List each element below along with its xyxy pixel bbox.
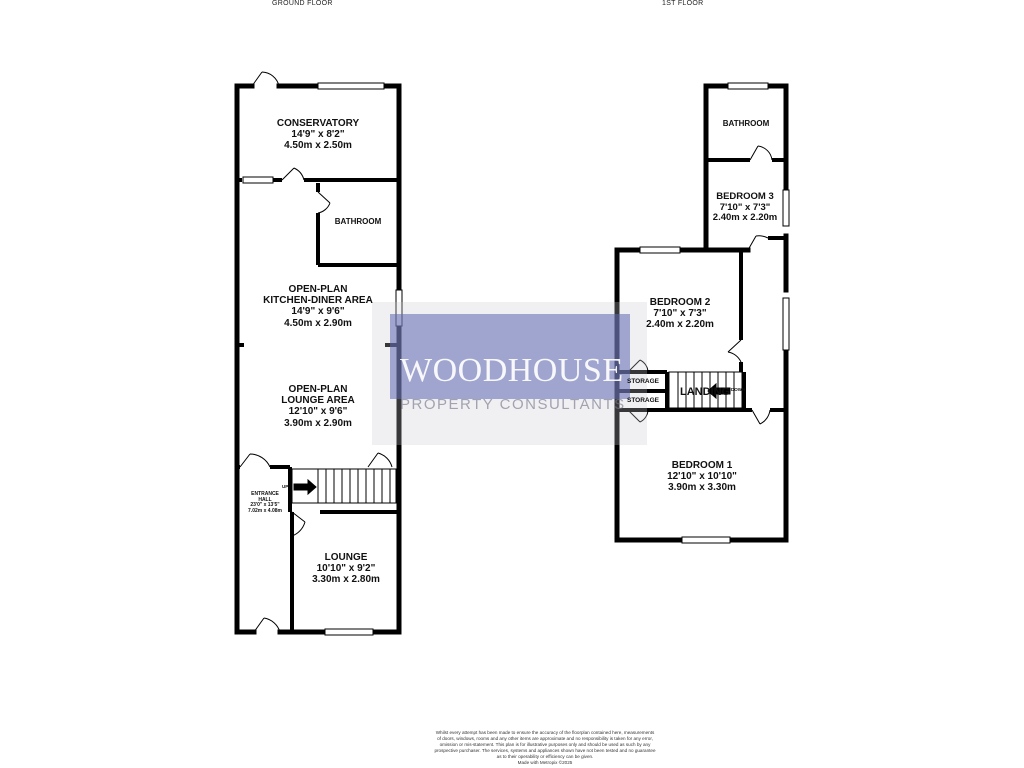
disclaimer-line: Whilst every attempt has been made to ensure the accuracy of the floorplan contained here, measurements (435, 730, 655, 735)
room-entrance-hall (240, 492, 290, 514)
stairs-down-label: DOWN (731, 387, 746, 392)
watermark-title: WOODHOUSE (400, 352, 624, 389)
room-name-line1: ENTRANCE (251, 491, 279, 497)
room-metric: 3.30m x 2.80m (312, 574, 380, 586)
room-name: BEDROOM 3 (716, 191, 774, 202)
ground-floor-stairs (292, 469, 396, 503)
room-metric: 2.40m x 2.20m (646, 319, 714, 331)
room-metric: 2.40m x 2.20m (712, 212, 778, 224)
room-metric: 4.50m x 2.50m (284, 140, 352, 152)
room-lounge (300, 552, 392, 586)
disclaimer-line: of doors, windows, rooms and any other items are approximate and no responsibility is taken for any error, (437, 735, 653, 741)
room-bedroom2 (636, 297, 724, 331)
room-landing: LANDING (680, 386, 731, 398)
room-metric: 3.90m x 3.30m (668, 482, 736, 494)
room-metric: 3.90m x 2.90m (284, 417, 352, 429)
room-name: BATHROOM (334, 217, 382, 226)
woodhouse-watermark (372, 302, 647, 445)
room-bathroom-ground (328, 218, 388, 227)
room-storage-1 (620, 378, 666, 385)
watermark-subtitle: PROPERTY CONSULTANTS (400, 396, 626, 413)
room-bathroom-first (716, 120, 776, 129)
room-name: CONSERVATORY (276, 118, 360, 129)
disclaimer-line: omission or mis-statement. This plan is for illustrative purposes only and should be used as such by any (439, 741, 651, 747)
room-imperial: 7'10" x 7'3" (719, 201, 771, 213)
disclaimer-line: prospective purchaser. The services, systems and appliances shown have not been tested and no guarantee (434, 747, 656, 753)
room-metric: 4.50m x 2.90m (284, 317, 352, 329)
room-metric: 7.02m x 4.08m (248, 507, 282, 514)
room-name-line2: LOUNGE AREA (281, 395, 355, 407)
disclaimer-line: as to their operability or efficiency can be given. (496, 753, 594, 759)
room-name: BATHROOM (722, 119, 770, 128)
room-name: STORAGE (626, 378, 660, 385)
room-name-line1: OPEN-PLAN (288, 284, 348, 295)
room-name: LOUNGE (324, 552, 368, 563)
room-storage-2 (620, 397, 666, 404)
disclaimer-line: Made with Metropix ©2025 (517, 759, 573, 765)
room-imperial: 10'10" x 9'2" (316, 563, 376, 575)
disclaimer-text (400, 730, 690, 766)
room-imperial: 12'10" x 9'6" (288, 406, 348, 418)
room-imperial: 14'9" x 9'6" (291, 306, 345, 318)
room-name: BEDROOM 2 (649, 297, 711, 308)
room-lounge-area (266, 384, 370, 429)
room-name-line2: HALL (258, 496, 272, 503)
ground-floor-doors (240, 72, 392, 632)
room-imperial: 14'9" x 8'2" (291, 129, 345, 141)
room-imperial: 12'10" x 10'10" (667, 471, 737, 483)
room-name: STORAGE (626, 397, 660, 404)
room-kitchen-diner (252, 284, 384, 329)
room-imperial: 23'0" x 13'5" (250, 502, 280, 509)
ground-floor-title: GROUND FLOOR (272, 0, 333, 7)
first-floor-title: 1ST FLOOR (662, 0, 704, 7)
room-name: BEDROOM 1 (671, 460, 733, 471)
room-imperial: 7'10" x 7'3" (653, 308, 707, 320)
room-conservatory (266, 118, 370, 152)
room-bedroom1 (652, 460, 752, 494)
room-name-line2: KITCHEN-DINER AREA (263, 295, 373, 307)
room-name-line1: OPEN-PLAN (288, 384, 348, 395)
room-bedroom3 (706, 192, 784, 224)
stairs-up-label: UP (282, 484, 289, 489)
